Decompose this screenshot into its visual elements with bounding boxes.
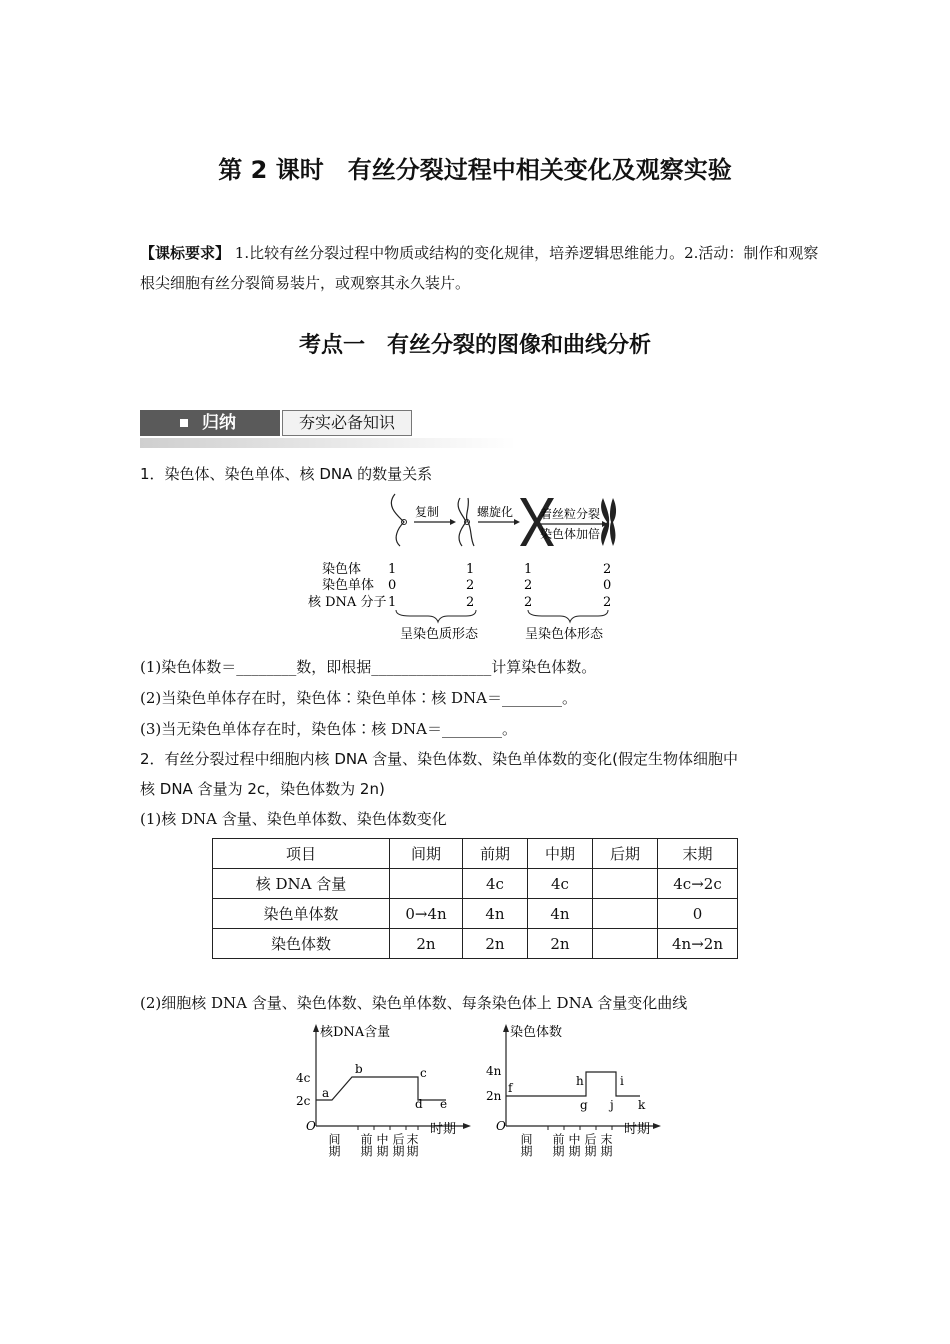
val-0-0: 1 [388,562,397,577]
chart1-xtick-interphase: 间期 [327,1133,341,1157]
cell: 染色体数 [213,929,390,959]
arrow2-label: 螺旋化 [477,505,514,519]
val-0-3: 2 [603,562,612,577]
curriculum-requirements [140,238,820,298]
chart1-point-b: b [355,1062,363,1076]
chart2-point-f: f [508,1081,513,1095]
item2-sub2: (2)细胞核 DNA 含量、染色体数、染色单体数、每条染色体上 DNA 含量变化曲线 [140,994,688,1012]
cell: 2n [390,929,463,959]
chart1-origin: O [306,1119,316,1133]
row-label-dna: 核 DNA 分子 [308,595,387,610]
chart1-point-c: c [420,1066,427,1080]
chart1-xtick-prophase: 前期 [359,1133,373,1157]
chart2-x-arrow [653,1123,661,1129]
chart2-point-i: i [620,1074,624,1088]
th-telophase: 末期 [658,839,738,869]
question-2: (2)当染色单体存在时，染色体∶染色单体∶核 DNA＝________。 [140,689,578,707]
chart1-xtick-telophase: 末期 [405,1133,419,1157]
table-row [213,899,738,929]
brace-right [528,610,608,622]
val-0-2: 1 [524,562,533,577]
row-label-chromosome: 染色体 [322,562,362,577]
cell [390,869,463,899]
section-banner [140,408,516,440]
table-header-row [213,839,738,869]
banner-right-label: 夯实必备知识 [282,410,412,436]
chart1-y-arrow [313,1024,319,1032]
chart1-curve [316,1077,446,1100]
cell [593,929,658,959]
table-row [213,869,738,899]
chart2-point-g: g [580,1098,588,1112]
val-2-0: 1 [388,595,397,610]
th-prophase: 前期 [463,839,528,869]
arrow-spiral-head [514,519,520,525]
requirements-label: 【课标要求】 [140,244,231,262]
chart2-xtick-interphase: 间期 [519,1133,533,1157]
chart2-ytick-4n: 4n [486,1064,502,1078]
item1-heading: 1．染色体、染色单体、核 DNA 的数量关系 [140,465,433,483]
chromosome-diagram [308,494,650,644]
chart2-xtick-metaphase: 中期 [567,1133,581,1157]
banner-left-label: 归纳 [202,413,236,433]
arrow1-label: 复制 [415,505,440,519]
section-title: 考点一 有丝分裂的图像和曲线分析 [298,333,651,358]
cell: 0 [658,899,738,929]
chart2-point-j: j [610,1098,614,1112]
arrow3-top-label: 着丝粒分裂 [540,507,601,521]
chart1-xtick-metaphase: 中期 [375,1133,389,1157]
th-interphase: 间期 [390,839,463,869]
chart2-y-arrow [503,1024,509,1032]
cell: 核 DNA 含量 [213,869,390,899]
val-2-1: 2 [466,595,475,610]
square-icon [180,419,188,427]
question-3: (3)当无染色单体存在时，染色体∶核 DNA＝________。 [140,720,518,738]
chart2-xtick-anaphase: 后期 [583,1133,597,1157]
val-1-2: 2 [524,578,533,593]
banner-dark [140,410,280,436]
chart2-ylabel: 染色体数 [510,1025,563,1040]
cell: 4c [463,869,528,899]
brace-left-label: 呈染色质形态 [400,627,479,642]
banner-gradient-bar [140,438,516,448]
requirements-text: 1.比较有丝分裂过程中物质或结构的变化规律，培养逻辑思维能力。2.活动：制作和观察根尖细胞有丝分裂简易装片，或观察其永久装片。 [140,244,819,292]
cell [593,869,658,899]
cell: 4n [463,899,528,929]
cell: 2n [528,929,593,959]
chromatid-b [467,498,474,546]
cell: 4c→2c [658,869,738,899]
arrow-replicate-head [450,519,456,525]
row-label-chromatid: 染色单体 [322,578,375,593]
chart2-xlabel: 时期 [624,1122,651,1137]
item2-heading-line2: 核 DNA 含量为 2c，染色体数为 2n) [140,780,385,798]
cell: 2n [463,929,528,959]
cell: 4n→2n [658,929,738,959]
chart2-point-k: k [638,1098,646,1112]
data-table [212,838,738,959]
brace-left [396,610,476,622]
brace-right-label: 呈染色体形态 [525,627,604,642]
cell: 0→4n [390,899,463,929]
th-metaphase: 中期 [528,839,593,869]
question-1: (1)染色体数＝________数，即根据________________计算染色体数。 [140,658,597,676]
val-1-1: 2 [466,578,475,593]
table-row [213,929,738,959]
page-title: 第 2 课时 有丝分裂过程中相关变化及观察实验 [218,156,732,184]
chart1-ytick-2c: 2c [296,1094,311,1108]
cell: 4n [528,899,593,929]
cell: 染色单体数 [213,899,390,929]
chart1-x-arrow [463,1123,471,1129]
chart1-point-a: a [322,1086,330,1100]
chart2-ytick-2n: 2n [486,1089,502,1103]
th-anaphase: 后期 [593,839,658,869]
chart2-origin: O [496,1119,506,1133]
arrow3-bottom-label: 染色体加倍 [540,527,601,541]
chart1-xtick-anaphase: 后期 [391,1133,405,1157]
val-2-3: 2 [603,595,612,610]
chart1-point-d: d [415,1097,423,1111]
cell [593,899,658,929]
chart2-point-h: h [576,1074,584,1088]
item2-heading-line1: 2．有丝分裂过程中细胞内核 DNA 含量、染色体数、染色单体数的变化(假定生物体细胞中 [140,750,738,768]
chart-chromosome-number [480,1020,670,1155]
chart-dna-content [290,1020,480,1155]
item2-sub1: (1)核 DNA 含量、染色单体数、染色体数变化 [140,810,447,828]
th-item: 项目 [213,839,390,869]
chart1-point-e: e [440,1097,448,1111]
val-1-0: 0 [388,578,397,593]
cell: 4c [528,869,593,899]
val-0-1: 1 [466,562,475,577]
daughter-chromosome-2 [610,498,616,546]
val-1-3: 0 [603,578,612,593]
chart2-xtick-telophase: 末期 [599,1133,613,1157]
chart1-ytick-4c: 4c [296,1071,311,1085]
chart2-xtick-prophase: 前期 [551,1133,565,1157]
val-2-2: 2 [524,595,533,610]
chart1-ylabel: 核DNA含量 [320,1025,391,1040]
chart1-xlabel: 时期 [430,1122,457,1137]
